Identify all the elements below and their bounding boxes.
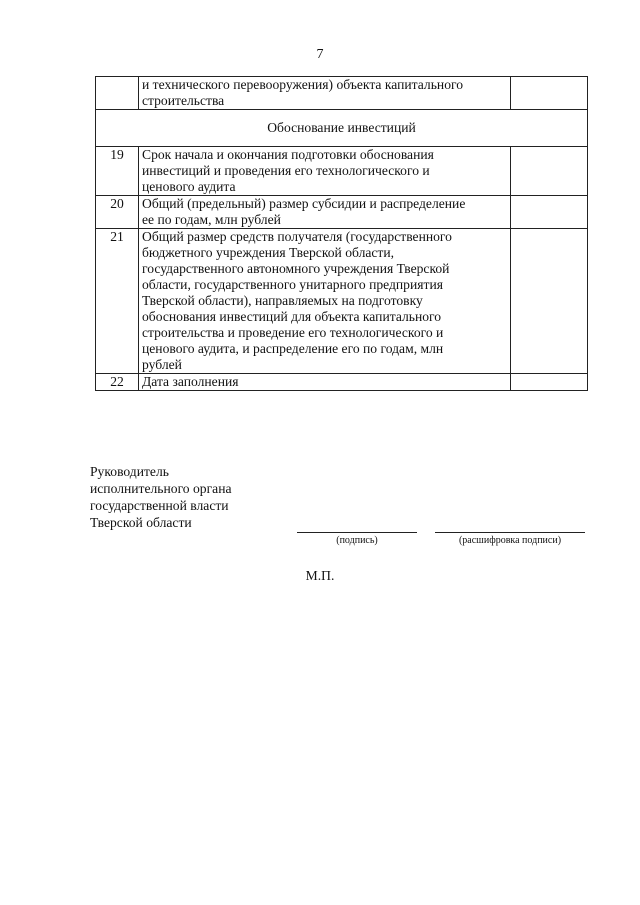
text-line: рублей <box>142 357 182 372</box>
page-number: 7 <box>316 47 324 62</box>
text-line: государственного автономного учреждения Тверской <box>142 261 450 276</box>
signatory-title <box>90 463 232 531</box>
row-description-cell <box>139 196 511 229</box>
table-row <box>96 229 588 374</box>
row-number-cell <box>96 77 139 110</box>
row-value-cell <box>511 77 588 110</box>
text-line: и технического перевооружения) объекта капитального <box>142 77 464 92</box>
signature-caption: (подпись) <box>336 535 378 546</box>
signatory-line: Руководитель <box>90 464 169 479</box>
text-line: обоснования инвестиций для объекта капитального <box>142 309 442 324</box>
row-description-cell <box>139 374 511 391</box>
section-title: Обоснование инвестиций <box>96 110 588 147</box>
signatory-line: исполнительного органа <box>90 481 232 496</box>
row-value-cell <box>511 374 588 391</box>
text-line: Общий (предельный) размер субсидии и распределение <box>142 196 466 211</box>
row-value-cell <box>511 196 588 229</box>
text-line: области, государственного унитарного предприятия <box>142 277 443 292</box>
row-number: 22 <box>96 374 139 391</box>
table-row <box>96 147 588 196</box>
signature-decode-caption: (расшифровка подписи) <box>458 535 562 546</box>
text-line: Общий размер средств получателя (государственного <box>142 229 452 244</box>
signatory-line: государственной власти <box>90 498 229 513</box>
text-line: Дата заполнения <box>142 374 239 389</box>
text-line: бюджетного учреждения Тверской области, <box>142 245 395 260</box>
text-line: Срок начала и окончания подготовки обоснования <box>142 147 434 162</box>
row-value-cell <box>511 229 588 374</box>
text-line: ценового аудита, и распределение его по годам, млн <box>142 341 444 356</box>
row-description-cell <box>139 77 511 110</box>
investment-form-table <box>95 76 588 391</box>
text-line: Тверской области), направляемых на подготовку <box>142 293 423 308</box>
text-line: строительства <box>142 93 225 108</box>
row-number: 20 <box>96 196 139 229</box>
row-description-cell <box>139 229 511 374</box>
row-number: 19 <box>96 147 139 196</box>
signature-line <box>297 532 417 533</box>
signatory-line: Тверской области <box>90 515 192 530</box>
text-line: строительства и проведение его технологического и <box>142 325 444 340</box>
table-row-continuation <box>96 77 588 110</box>
stamp-placeholder: М.П. <box>305 568 335 583</box>
table-row <box>96 374 588 391</box>
table-section-header <box>96 110 588 147</box>
row-value-cell <box>511 147 588 196</box>
row-description-cell <box>139 147 511 196</box>
row-number: 21 <box>96 229 139 374</box>
text-line: ценового аудита <box>142 179 236 194</box>
table-row <box>96 196 588 229</box>
text-line: инвестиций и проведения его технологического и <box>142 163 430 178</box>
signature-decode-line <box>435 532 585 533</box>
text-line: ее по годам, млн рублей <box>142 212 281 227</box>
